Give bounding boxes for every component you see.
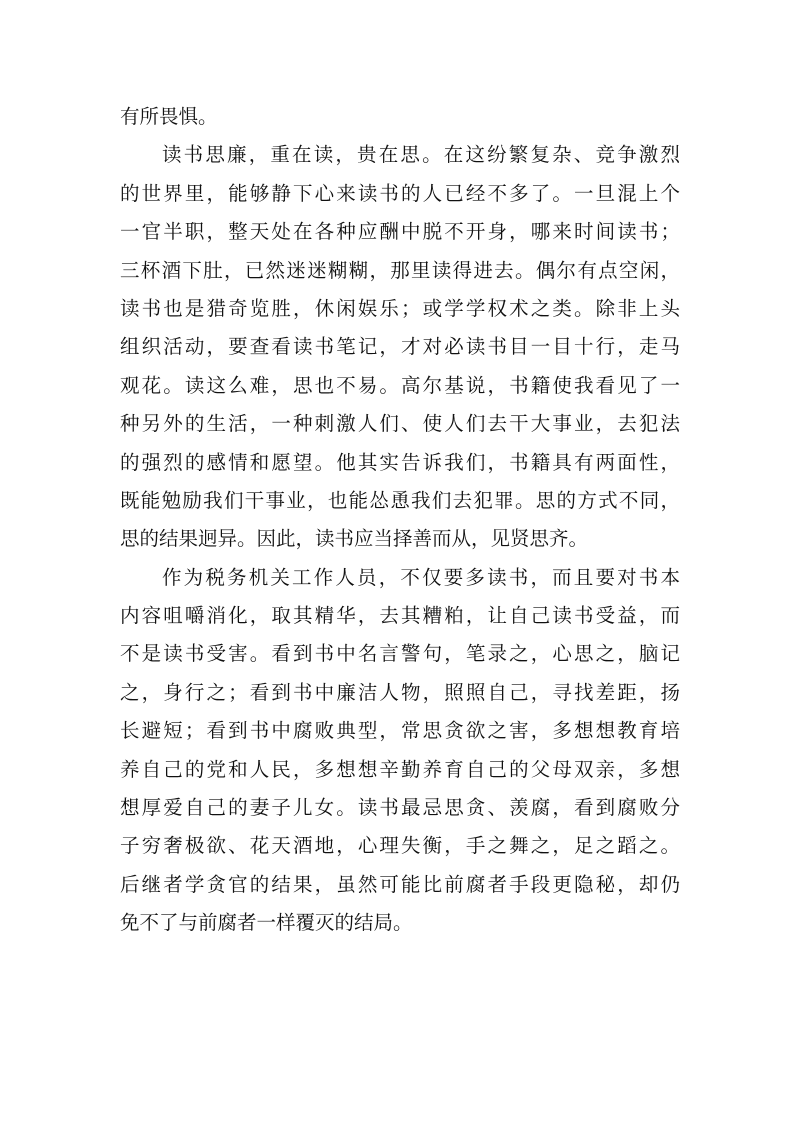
- text-line: 内容咀嚼消化，取其精华，去其糟粕，让自己读书受益，而: [120, 604, 680, 628]
- text-line: 有所畏惧。: [120, 105, 218, 128]
- text-line: 观花。读这么难，思也不易。高尔基说，书籍使我看见了一: [120, 373, 680, 397]
- text-line: 一官半职，整天处在各种应酬中脱不开身，哪来时间读书；: [120, 220, 680, 244]
- text-line: 子穷奢极欲、花天酒地，心理失衡，手之舞之，足之蹈之。: [120, 834, 680, 858]
- text-line: 之，身行之；看到书中廉洁人物，照照自己，寻找差距，扬: [120, 680, 680, 704]
- text-line: 长避短；看到书中腐败典型，常思贪欲之害，多想想教育培: [120, 719, 680, 743]
- text-line: 免不了与前腐者一样覆灭的结局。: [120, 911, 413, 935]
- text-line: 组织活动，要查看读书笔记，才对必读书目一目十行，走马: [120, 335, 680, 359]
- text-line: 养自己的党和人民，多想想辛勤养育自己的父母双亲，多想: [120, 757, 680, 781]
- paragraph-first-line: 作为税务机关工作人员，不仅要多读书，而且要对书本: [162, 565, 680, 589]
- body-text: [120, 98, 680, 943]
- text-line: 的强烈的感情和愿望。他其实告诉我们，书籍具有两面性，: [120, 450, 680, 474]
- text-line: 的世界里，能够静下心来读书的人已经不多了。一旦混上个: [120, 181, 680, 205]
- text-line: 既能勉励我们干事业，也能怂恿我们去犯罪。思的方式不同，: [120, 488, 680, 512]
- paragraph-first-line: 读书思廉，重在读，贵在思。在这纷繁复杂、竞争激烈: [162, 143, 680, 167]
- text-line: 想厚爱自己的妻子儿女。读书最忌思贪、羡腐，看到腐败分: [120, 796, 680, 820]
- text-line: 不是读书受害。看到书中名言警句，笔录之，心思之，脑记: [120, 642, 680, 666]
- text-line: 三杯酒下肚，已然迷迷糊糊，那里读得进去。偶尔有点空闲，: [120, 258, 680, 282]
- text-line: 种另外的生活，一种刺激人们、使人们去干大事业，去犯法: [120, 412, 680, 436]
- text-line: 读书也是猎奇览胜，休闲娱乐；或学学权术之类。除非上头: [120, 296, 680, 320]
- text-line: 后继者学贪官的结果，虽然可能比前腐者手段更隐秘，却仍: [120, 872, 680, 896]
- text-line: 思的结果迥异。因此，读书应当择善而从，见贤思齐。: [120, 527, 589, 551]
